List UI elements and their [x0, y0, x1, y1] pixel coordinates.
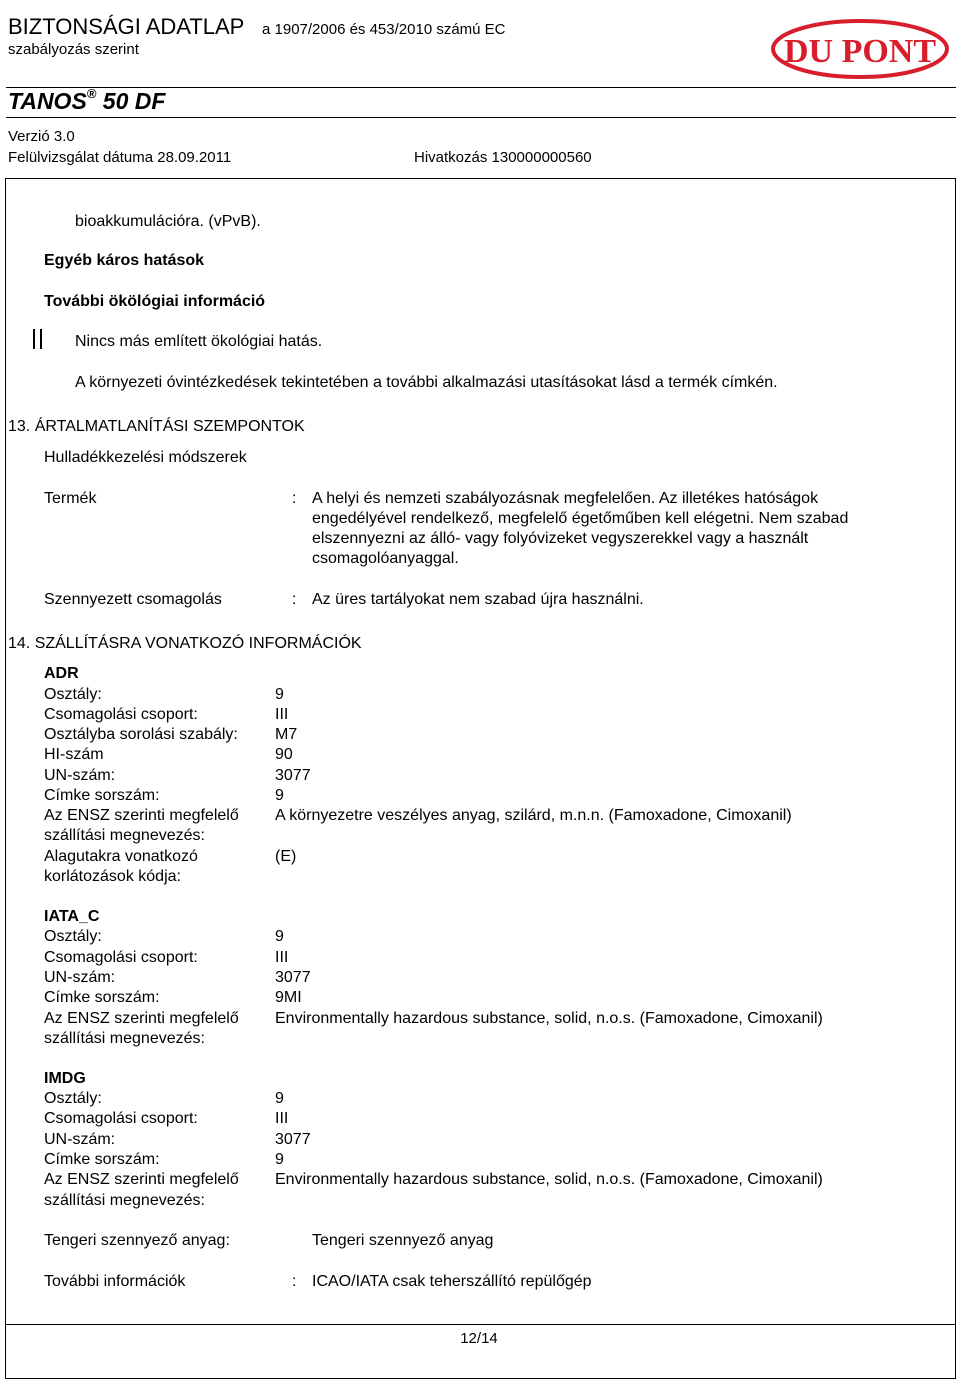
imdg-value: III — [275, 1110, 289, 1127]
product-name-text: TANOS — [8, 88, 87, 114]
contaminated-packaging-label: Szennyezett csomagolás — [44, 591, 222, 608]
imdg-value: 9 — [275, 1090, 284, 1107]
adr-label: UN-szám: — [44, 767, 116, 784]
iata-label: Az ENSZ szerinti megfelelő — [44, 1010, 239, 1027]
registered-mark: ® — [86, 86, 97, 102]
iata-label: Címke sorszám: — [44, 989, 160, 1006]
product-disposal-text-line: csomagolóanyaggal. — [312, 550, 459, 567]
imdg-title: IMDG — [44, 1070, 86, 1087]
imdg-label-line2: szállítási megnevezés: — [44, 1192, 205, 1209]
further-info-label: További információk — [44, 1273, 186, 1290]
adr-label-line2: korlátozások kódja: — [44, 868, 181, 885]
contaminated-packaging-text: Az üres tartályokat nem szabad újra használni. — [312, 591, 644, 608]
iata-value: 9 — [275, 928, 284, 945]
product-name — [8, 88, 165, 115]
imdg-label: Címke sorszám: — [44, 1151, 160, 1168]
imdg-value: Environmentally hazardous substance, solid, n.o.s. (Famoxadone, Cimoxanil) — [275, 1171, 823, 1188]
adr-label: Alagutakra vonatkozó — [44, 848, 198, 865]
adr-value: (E) — [275, 848, 297, 865]
adr-value: 9 — [275, 787, 284, 804]
adr-value: 9 — [275, 686, 284, 703]
adr-label: Osztály: — [44, 686, 102, 703]
marine-pollutant-label: Tengeri szennyező anyag: — [44, 1232, 230, 1249]
change-marker-icon — [33, 329, 44, 349]
contaminated-packaging-separator: : — [292, 591, 297, 608]
eco-text-line: bioakkumulációra. (vPvB). — [75, 213, 261, 230]
further-info-value: ICAO/IATA csak teherszállító repülőgép — [312, 1273, 592, 1290]
dupont-logo — [770, 18, 950, 80]
logo-text: DU PONT — [783, 33, 937, 70]
page-number: 12/14 — [460, 1330, 498, 1347]
iata-label: UN-szám: — [44, 969, 116, 986]
adr-label: Osztályba sorolási szabály: — [44, 726, 238, 743]
adr-title: ADR — [44, 665, 79, 682]
further-eco-info-heading: További ökölógiai információ — [44, 293, 266, 310]
document-subtitle: a 1907/2006 és 453/2010 számú EC — [262, 21, 506, 38]
adr-value: 3077 — [275, 767, 311, 784]
adr-label: Az ENSZ szerinti megfelelő — [44, 807, 239, 824]
imdg-value: 3077 — [275, 1131, 311, 1148]
no-eco-effect-text: Nincs más említett ökológiai hatás. — [75, 333, 323, 350]
imdg-value: 9 — [275, 1151, 284, 1168]
product-disposal-text-line: engedélyével rendelkező, megfelelő égetőműben kell elégetni. Nem szabad — [312, 510, 849, 527]
iata-value: 9MI — [275, 989, 302, 1006]
further-info-separator: : — [292, 1273, 297, 1290]
document-subtitle-line2: szabályozás szerint — [8, 41, 139, 58]
iata-value: 3077 — [275, 969, 311, 986]
iata-label: Osztály: — [44, 928, 102, 945]
marine-pollutant-value: Tengeri szennyező anyag — [312, 1232, 494, 1249]
iata-title: IATA_C — [44, 908, 100, 925]
adr-label-line2: szállítási megnevezés: — [44, 827, 205, 844]
product-disposal-text-line: A helyi és nemzeti szabályozásnak megfelelően. Az illetékes hatóságok — [312, 490, 819, 507]
version: Verzió 3.0 — [8, 128, 75, 145]
product-disposal-text-line: elszennyezni az álló- vagy folyóvizeket vegyszerekkel vagy a használt — [312, 530, 809, 547]
revision-date: Felülvizsgálat dátuma 28.09.2011 — [8, 149, 232, 166]
adr-value: 90 — [275, 746, 293, 763]
iata-label-line2: szállítási megnevezés: — [44, 1030, 205, 1047]
section-13-heading: 13. ÁRTALMATLANÍTÁSI SZEMPONTOK — [8, 418, 305, 435]
adr-label: HI-szám — [44, 746, 104, 763]
other-effects-heading: Egyéb káros hatások — [44, 252, 205, 269]
section-14-heading: 14. SZÁLLÍTÁSRA VONATKOZÓ INFORMÁCIÓK — [8, 635, 362, 652]
iata-value: III — [275, 949, 289, 966]
adr-value: M7 — [275, 726, 298, 743]
imdg-label: UN-szám: — [44, 1131, 116, 1148]
reference-number: Hivatkozás 130000000560 — [414, 149, 592, 166]
product-disposal-separator: : — [292, 490, 297, 507]
product-name-suffix: 50 DF — [102, 88, 166, 114]
waste-methods-heading: Hulladékkezelési módszerek — [44, 449, 247, 466]
document-title: BIZTONSÁGI ADATLAP — [8, 14, 245, 39]
imdg-label: Osztály: — [44, 1090, 102, 1107]
adr-value: III — [275, 706, 289, 723]
imdg-label: Az ENSZ szerinti megfelelő — [44, 1171, 239, 1188]
adr-value: A környezetre veszélyes anyag, szilárd, m.n.n. (Famoxadone, Cimoxanil) — [275, 807, 792, 824]
adr-label: Csomagolási csoport: — [44, 706, 198, 723]
env-precaution-text: A környezeti óvintézkedések tekintetében a további alkalmazási utasításokat lásd a termék címkén. — [75, 374, 778, 391]
imdg-label: Csomagolási csoport: — [44, 1110, 198, 1127]
product-disposal-label: Termék — [44, 490, 97, 507]
iata-label: Csomagolási csoport: — [44, 949, 198, 966]
adr-label: Címke sorszám: — [44, 787, 160, 804]
iata-value: Environmentally hazardous substance, solid, n.o.s. (Famoxadone, Cimoxanil) — [275, 1010, 823, 1027]
